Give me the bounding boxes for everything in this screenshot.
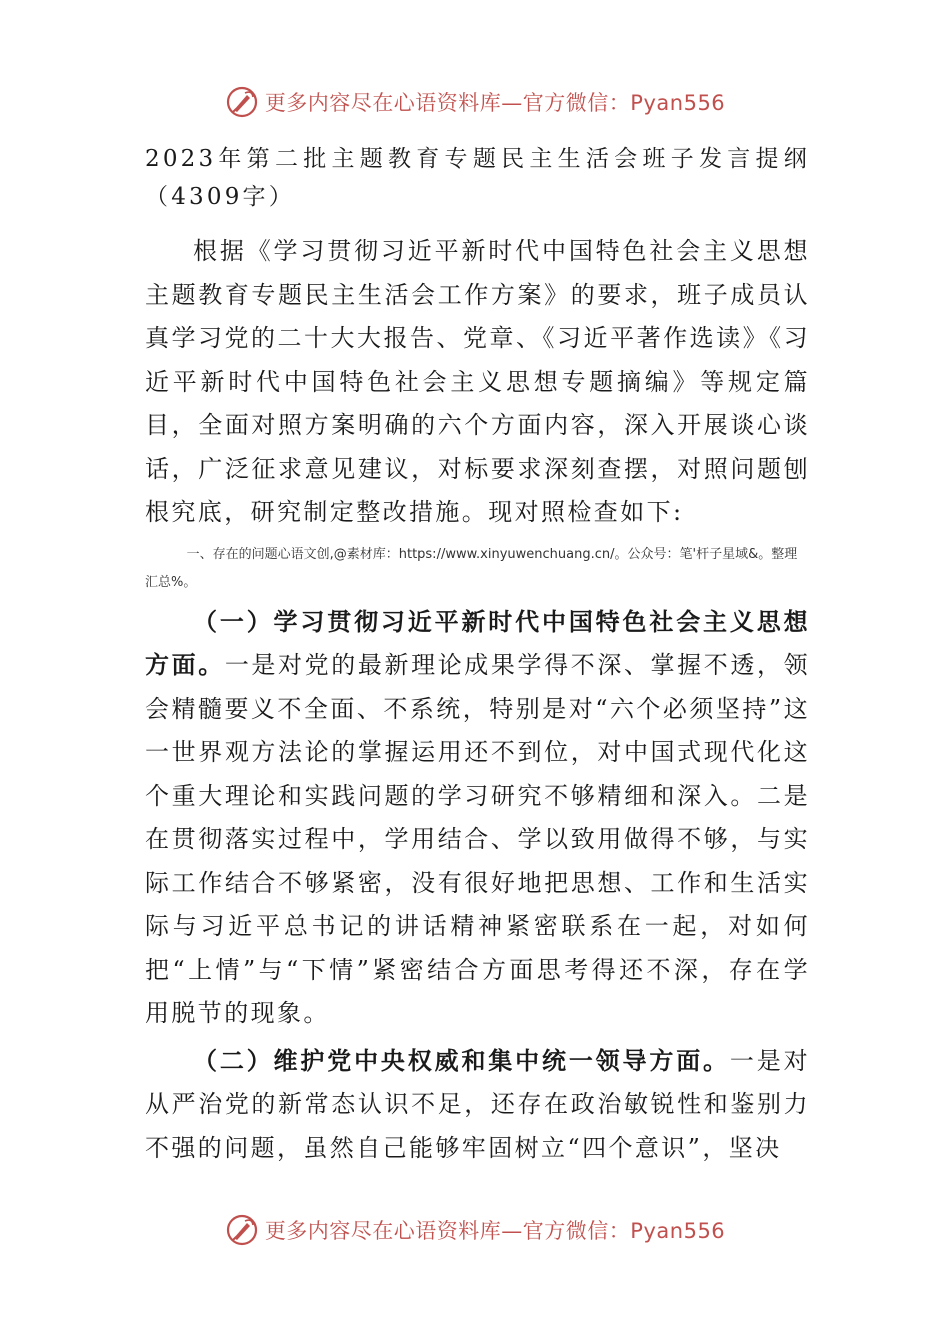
section-2-body: 一是对从严治党的新常态认识不足，还存在政治敏锐性和鉴别力不强的问题，虽然自己能够牢固树立“四个意识”，坚决 <box>145 1046 810 1162</box>
header-banner <box>0 80 950 124</box>
watermark-text: 一、存在的问题心语文创,@素材库：https://www.xinyuwenchuang.cn/。公众号：笔'杆子星域&。整理汇总%。 <box>145 546 798 590</box>
document-body <box>145 140 810 1170</box>
pen-logo-icon <box>225 85 259 119</box>
section-2-heading: （二）维护党中央权威和集中统一领导方面。 <box>193 1046 730 1075</box>
section-2 <box>145 1040 810 1171</box>
section-1 <box>145 601 810 1036</box>
document-title: 2023年第二批主题教育专题民主生活会班子发言提纲（4309字） <box>145 146 810 210</box>
footer-banner <box>0 1208 950 1252</box>
section-1-body: 一是对党的最新理论成果学得不深、掌握不透，领会精髓要义不全面、不系统，特别是对“六个必须坚持”这一世界观方法论的掌握运用还不到位，对中国式现代化这个重大理论和实践问题的学习研究不够精细和深入。二是在贯彻落实过程中，学用结合、学以致用做得不够，与实际工作结合不够紧密，没有很好地把思想、工作和生活实际与习近平总书记的讲话精神紧密联系在一起，对如何把“上情”与“下情”紧密结合方面思考得还不深，存在学用脱节的现象。 <box>145 651 810 1027</box>
intro-paragraph: 根据《学习贯彻习近平新时代中国特色社会主义思想主题教育专题民主生活会工作方案》的要求，班子成员认真学习党的二十大大报告、党章、《习近平著作选读》《习近平新时代中国特色社会主义思想专题摘编》等规定篇目，全面对照方案明确的六个方面内容，深入开展谈心谈话，广泛征求意见建议，对标要求深刻查摆，对照问题刨根究底，研究制定整改措施。现对照检查如下: <box>145 237 810 526</box>
banner-text: 更多内容尽在心语资料库—官方微信：Pyan556 <box>264 91 726 115</box>
pen-logo-icon <box>225 1213 259 1247</box>
banner-text: 更多内容尽在心语资料库—官方微信：Pyan556 <box>264 1219 726 1243</box>
section-1-heading: （一）学习贯彻习近平新时代中国特色社会主义思想方面。 <box>145 607 810 679</box>
